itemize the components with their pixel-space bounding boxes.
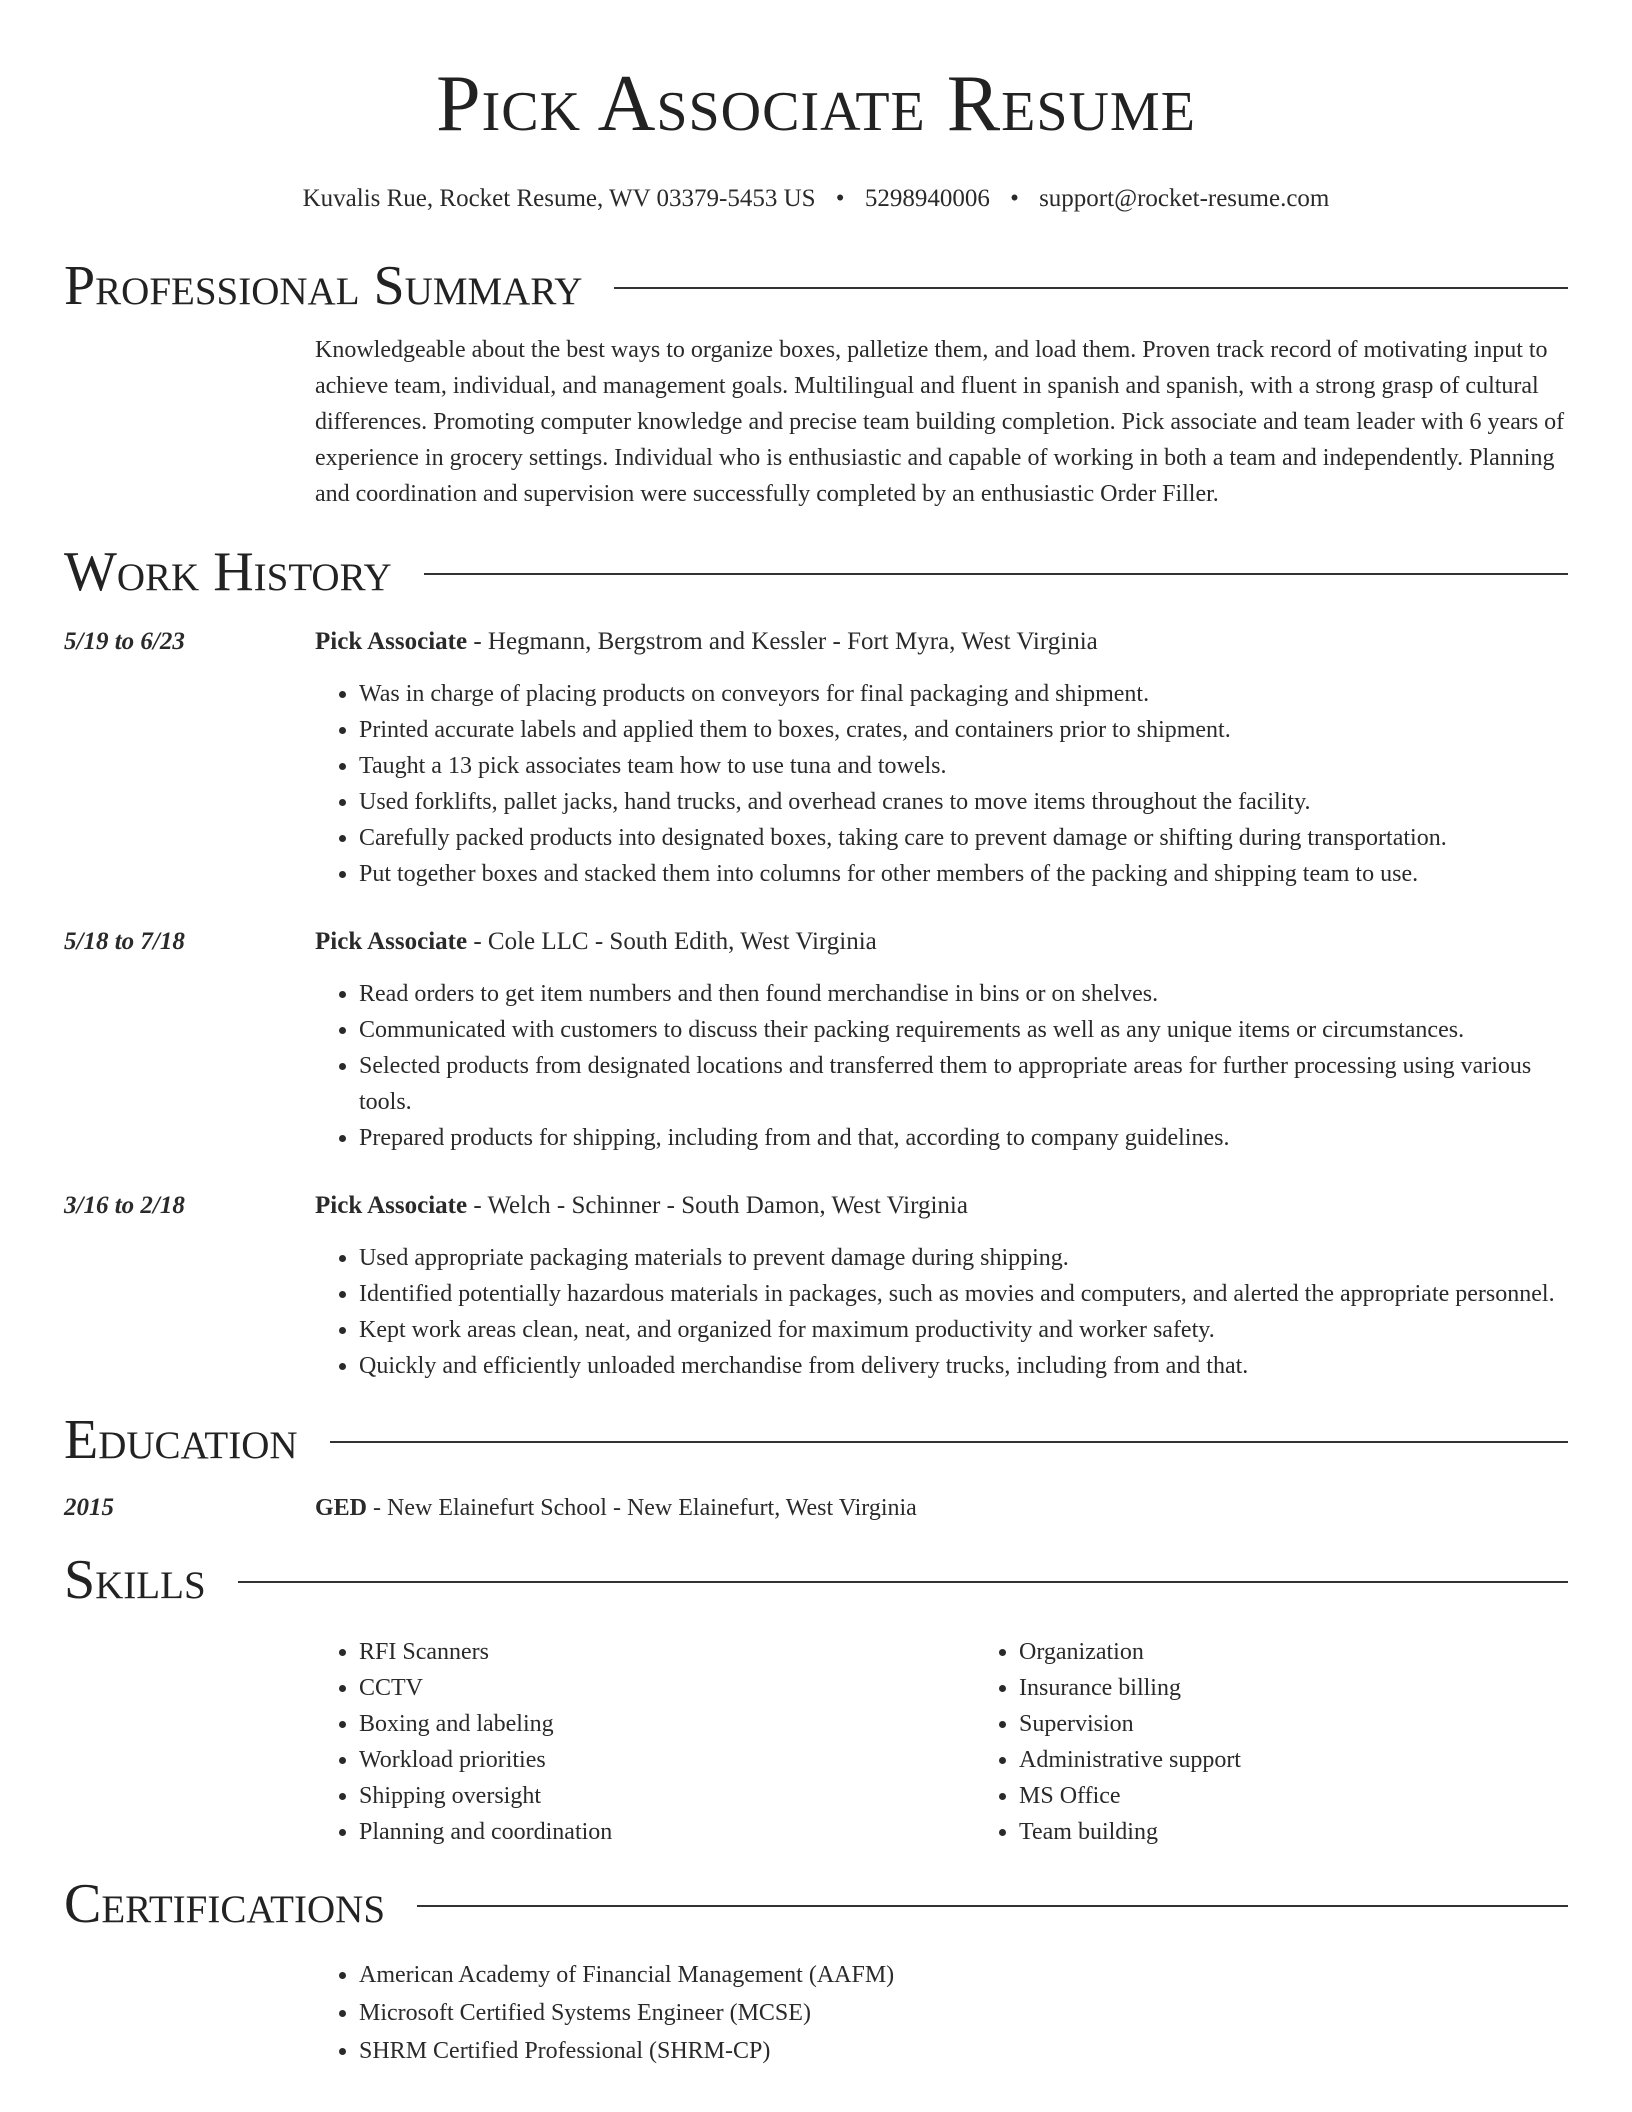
list-item: • Read orders to get item numbers and then found merchandise in bins or on shelves. bbox=[359, 976, 1568, 1012]
education-section-header bbox=[64, 1408, 1568, 1472]
job-entry bbox=[64, 624, 1568, 892]
education-heading: Education bbox=[64, 1409, 298, 1471]
job-role: Pick Associate bbox=[315, 1192, 468, 1219]
section-divider bbox=[238, 1581, 1568, 1583]
certification-item: • SHRM Certified Professional (SHRM-CP) bbox=[359, 2032, 1568, 2070]
job-dates: 3/16 to 2/18 bbox=[64, 1192, 185, 1219]
job-dates: 5/18 to 7/18 bbox=[64, 928, 185, 955]
skill-item: • Planning and coordination bbox=[359, 1814, 975, 1850]
job-details: - Hegmann, Bergstrom and Kessler - Fort Myra, West Virginia bbox=[467, 628, 1098, 655]
job-bullets bbox=[315, 1240, 1568, 1384]
summary-row bbox=[64, 318, 1568, 512]
skill-item: • Team building bbox=[1019, 1814, 1579, 1850]
contact-phone: 5298940006 bbox=[864, 185, 990, 212]
skills-grid bbox=[315, 1612, 1579, 1850]
list-item: • Printed accurate labels and applied them to boxes, crates, and containers prior to shipment. bbox=[359, 712, 1568, 748]
job-bullets bbox=[315, 676, 1568, 892]
job-details: - Welch - Schinner - South Damon, West Virginia bbox=[467, 1192, 968, 1219]
work-heading: Work History bbox=[64, 541, 392, 603]
contact-email: support@rocket-resume.com bbox=[1039, 185, 1330, 212]
skill-item: • RFI Scanners bbox=[359, 1634, 975, 1670]
list-item: • Quickly and efficiently unloaded merchandise from delivery trucks, including from and that. bbox=[359, 1348, 1568, 1384]
certifications-section-header bbox=[64, 1872, 1568, 1936]
summary-heading: Professional Summary bbox=[64, 255, 583, 317]
skill-item: • Boxing and labeling bbox=[359, 1706, 975, 1742]
certification-item: • American Academy of Financial Management (AAFM) bbox=[359, 1956, 1568, 1994]
list-item: • Put together boxes and stacked them into columns for other members of the packing and shipping team to use. bbox=[359, 856, 1568, 892]
section-divider bbox=[417, 1905, 1568, 1907]
resume-title: Pick Associate Resume bbox=[436, 60, 1196, 148]
job-header bbox=[315, 924, 1568, 960]
list-item: • Kept work areas clean, neat, and organized for maximum productivity and worker safety. bbox=[359, 1312, 1568, 1348]
section-divider bbox=[614, 287, 1568, 289]
skills-row bbox=[64, 1612, 1568, 1850]
skill-item: • Shipping oversight bbox=[359, 1778, 975, 1814]
skill-item: • Supervision bbox=[1019, 1706, 1579, 1742]
skills-column-2 bbox=[975, 1634, 1579, 1850]
job-role: Pick Associate bbox=[315, 628, 468, 655]
list-item: • Selected products from designated locations and transferred them to appropriate areas for further processing using various tools. bbox=[359, 1048, 1568, 1120]
education-degree: GED bbox=[315, 1495, 368, 1521]
contact-address: Kuvalis Rue, Rocket Resume, WV 03379-5453 US bbox=[302, 185, 816, 212]
skills-column-1 bbox=[315, 1634, 975, 1850]
job-details: - Cole LLC - South Edith, West Virginia bbox=[467, 928, 877, 955]
list-item: • Used appropriate packaging materials to prevent damage during shipping. bbox=[359, 1240, 1568, 1276]
education-year: 2015 bbox=[64, 1494, 114, 1521]
job-bullets bbox=[315, 976, 1568, 1156]
job-role: Pick Associate bbox=[315, 928, 468, 955]
skill-item: • Workload priorities bbox=[359, 1742, 975, 1778]
contact-separator: • bbox=[835, 185, 845, 212]
certifications-row bbox=[64, 1936, 1568, 2070]
list-item: • Identified potentially hazardous materials in packages, such as movies and computers, and alerted the appropriate personnel. bbox=[359, 1276, 1568, 1312]
skills-section-header bbox=[64, 1548, 1568, 1612]
skill-item: • Administrative support bbox=[1019, 1742, 1579, 1778]
job-header bbox=[315, 624, 1568, 660]
list-item: • Prepared products for shipping, including from and that, according to company guidelines. bbox=[359, 1120, 1568, 1156]
skill-item: • MS Office bbox=[1019, 1778, 1579, 1814]
skills-heading: Skills bbox=[64, 1549, 206, 1611]
section-divider bbox=[330, 1441, 1568, 1443]
summary-text: Knowledgeable about the best ways to organize boxes, palletize them, and load them. Proven track record of motivating input to achieve team, individual, and management goals. Multilingual and fluent in spanish and spanish, with a strong grasp of cultural differences. Promoting computer knowledge and precise team building completion. Pick associate and team leader with 6 years of experience in grocery settings. Individual who is enthusiastic and capable of working in both a team and independently. Planning and coordination and supervision were successfully completed by an enthusiastic Order Filler. bbox=[315, 337, 1565, 507]
resume-page bbox=[64, 0, 1568, 2070]
list-item: • Was in charge of placing products on conveyors for final packaging and shipment. bbox=[359, 676, 1568, 712]
skill-item: • Insurance billing bbox=[1019, 1670, 1579, 1706]
section-divider bbox=[424, 573, 1568, 575]
job-entry bbox=[64, 1188, 1568, 1384]
summary-section-header bbox=[64, 254, 1568, 318]
list-item: • Used forklifts, pallet jacks, hand trucks, and overhead cranes to move items throughout the facility. bbox=[359, 784, 1568, 820]
contact-line bbox=[64, 184, 1568, 214]
certifications-list bbox=[315, 1956, 1568, 2070]
list-item: • Taught a 13 pick associates team how to use tuna and towels. bbox=[359, 748, 1568, 784]
job-dates: 5/19 to 6/23 bbox=[64, 628, 185, 655]
contact-separator: • bbox=[1010, 185, 1019, 212]
job-entry bbox=[64, 924, 1568, 1156]
list-item: • Carefully packed products into designated boxes, taking care to prevent damage or shifting during transportation. bbox=[359, 820, 1568, 856]
certifications-heading: Certifications bbox=[64, 1873, 386, 1935]
work-section-header bbox=[64, 540, 1568, 604]
list-item: • Communicated with customers to discuss their packing requirements as well as any unique items or circumstances. bbox=[359, 1012, 1568, 1048]
education-details: - New Elainefurt School - New Elainefurt, West Virginia bbox=[367, 1495, 917, 1521]
skill-item: • Organization bbox=[1019, 1634, 1579, 1670]
skill-item: • CCTV bbox=[359, 1670, 975, 1706]
certification-item: • Microsoft Certified Systems Engineer (MCSE) bbox=[359, 1994, 1568, 2032]
education-entry bbox=[64, 1490, 1568, 1526]
job-header bbox=[315, 1188, 1568, 1224]
